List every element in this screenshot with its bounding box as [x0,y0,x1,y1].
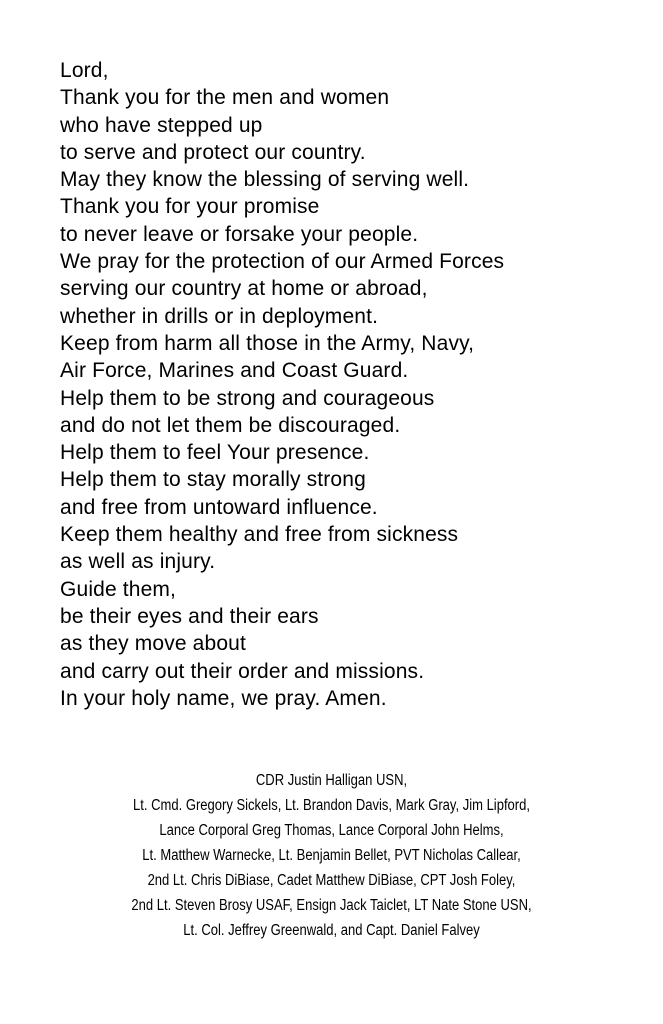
prayer-line: Thank you for the men and women [60,86,390,110]
prayer-text [60,57,650,712]
names-line: Lt. Matthew Warnecke, Lt. Benjamin Bellet, PVT Nicholas Callear, [142,847,521,864]
names-line: Lance Corporal Greg Thomas, Lance Corporal John Helms, [159,822,504,839]
prayer-line: to serve and protect our country. [60,140,366,164]
prayer-line: Guide them, [60,577,177,601]
prayer-line: Help them to be strong and courageous [60,386,435,410]
prayer-line: Keep them healthy and free from sickness [60,523,459,547]
prayer-line: Help them to feel Your presence. [60,441,370,465]
names-line: 2nd Lt. Chris DiBiase, Cadet Matthew DiBiase, CPT Josh Foley, [147,872,516,889]
prayer-line: May they know the blessing of serving well. [60,168,470,192]
names-line: 2nd Lt. Steven Brosy USAF, Ensign Jack Taiclet, LT Nate Stone USN, [131,897,532,914]
names-line: Lt. Col. Jeffrey Greenwald, and Capt. Daniel Falvey [183,922,480,939]
prayer-line: In your holy name, we pray. Amen. [60,686,387,710]
prayer-line: to never leave or forsake your people. [60,222,419,246]
prayer-line: Keep from harm all those in the Army, Navy, [60,331,475,355]
prayer-line: Thank you for your promise [60,195,320,219]
prayer-line: and do not let them be discouraged. [60,413,401,437]
prayer-line: as well as injury. [60,550,216,574]
names-line: Lt. Cmd. Gregory Sickels, Lt. Brandon Davis, Mark Gray, Jim Lipford, [132,797,531,814]
prayer-line: whether in drills or in deployment. [60,304,379,328]
names-line: CDR Justin Halligan USN, [255,772,408,789]
prayer-line: Air Force, Marines and Coast Guard. [60,359,409,383]
prayer-line: as they move about [60,632,246,656]
prayer-line: and free from untoward influence. [60,495,378,519]
prayer-line: who have stepped up [60,113,263,137]
prayer-line: and carry out their order and missions. [60,659,425,683]
prayer-line: Help them to stay morally strong [60,468,366,492]
prayer-line: be their eyes and their ears [60,604,319,628]
prayer-line: We pray for the protection of our Armed Forces [60,250,505,274]
dedication-names [53,768,610,943]
prayer-line: Lord, [60,59,109,82]
prayer-line: serving our country at home or abroad, [60,277,428,301]
